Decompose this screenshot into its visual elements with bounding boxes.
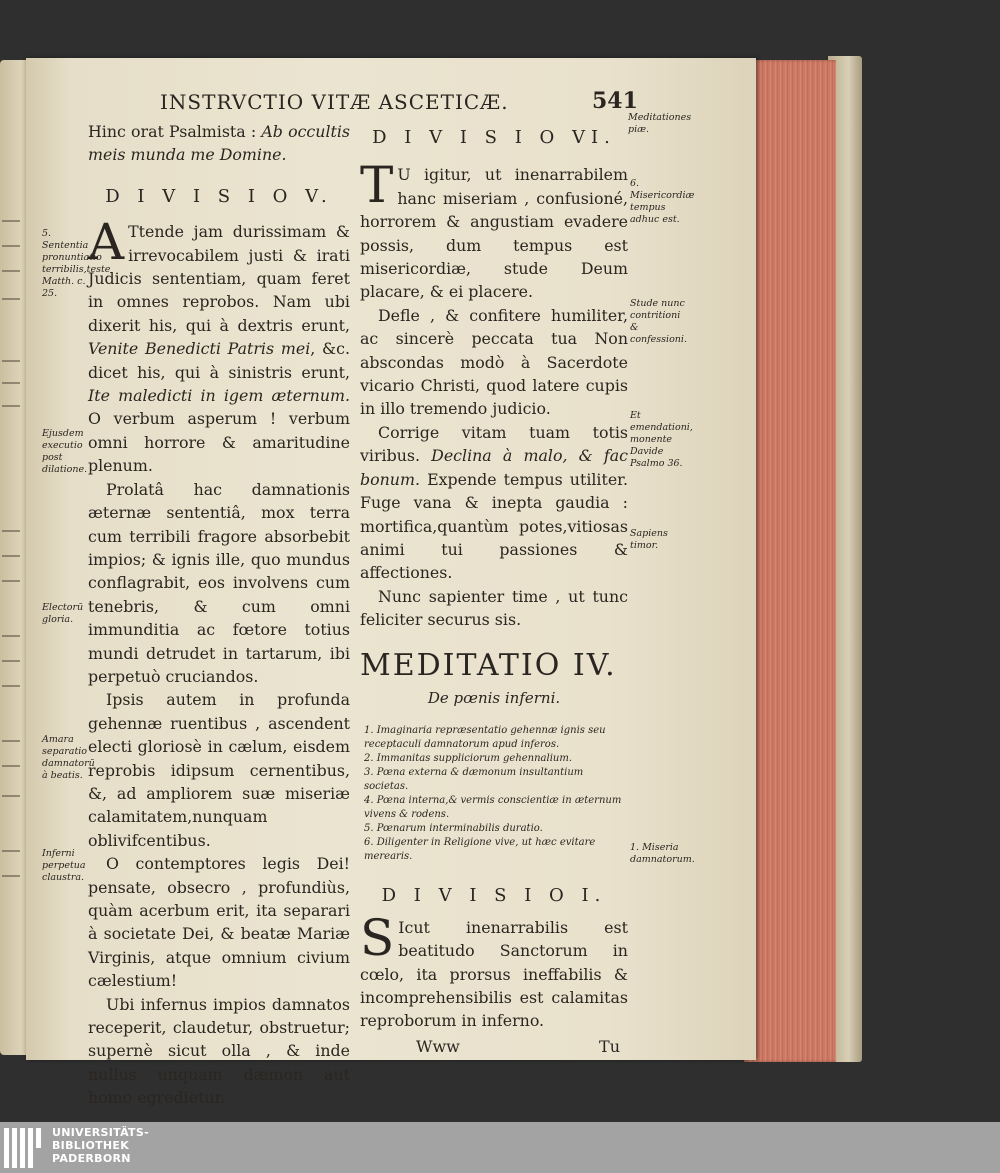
meditatio-contents	[360, 724, 628, 864]
paragraph-8: Corrige vitam tuam totis viribus. Declina à malo, & fac bonum. Expende tempus utiliter. Fuge vana & inepta gaudia : mortifica,quantùm potes,vitiosas animi tui passiones & affectiones.	[360, 422, 629, 583]
paragraph-5: Ubi infernus impios damnatos receperit, claudetur, obstruetur; supernè sicut olla , & inde nullus unquam dæmon aut homo egredietur.	[88, 994, 350, 1108]
contents-item: 2. Immanitas suppliciorum gehennalium.	[364, 753, 573, 765]
margin-note-right-5: Sapiens timor.	[630, 528, 668, 551]
margin-note-left-4: Amara separatio damnatorū à beatis.	[42, 734, 95, 781]
signature-mark: Www	[416, 1036, 460, 1056]
margin-note-left-2: Ejusdem executio post dilatione.	[42, 428, 88, 475]
contents-item: 4. Pœna interna,& vermis conscientiæ in æternum vivens & rodens.	[364, 795, 622, 821]
margin-note-right-2: 6. Misericordiæ tempus adhuc est.	[630, 178, 695, 225]
catchword: Tu	[599, 1036, 620, 1056]
intro-text: Hinc orat Psalmista :	[88, 122, 257, 141]
margin-note-left-1: 5. Sententia pronuntiatio terribilis,teste Matth. c. 25.	[42, 228, 111, 299]
paragraph-9: Nunc sapienter time , ut tunc feliciter securus sis.	[360, 586, 628, 630]
drop-cap-t: T	[360, 156, 394, 215]
margin-note-right-3: Stude nunc contritioni & confessioni.	[630, 298, 687, 345]
meditatio-subtitle: De pœnis inferni.	[427, 688, 561, 707]
contents-item: 6. Diligenter in Religione vive, ut hæc evitare merearis.	[364, 837, 596, 863]
division-vi-heading: D I V I S I O VI.	[372, 127, 616, 148]
meditatio-title: MEDITATIO IV.	[360, 647, 617, 683]
contents-item: 5. Pœnarum interminabilis duratio.	[364, 823, 543, 835]
paragraph-2: Prolatâ hac damnationis æternæ sententiâ, mox terra cum terribili fragore absorbebit impios; & ignis ille, quo mundus conflagrabit, eos involvens cum tenebris, & cum omni immunditia ac fœtore totius mundi detrudet in tartarum, ibi perpetuò cruciandos.	[88, 479, 350, 686]
margin-note-right-6: 1. Miseria damnatorum.	[630, 842, 695, 865]
margin-note-right-4: Et emendationi, monente Davide Psalmo 36.	[630, 410, 693, 469]
paragraph-1: A Ttende jam durissimam & irrevocabilem justi & irati Judicis sententiam, quam feret in omnes reprobos. Nam ubi dixerit his, qui à dextris erunt, Venite Benedicti Patris mei, &c. dicet his, qui à sinistris erunt, Ite maledicti in igem æternum. O verbum asperum ! verbum omni horrore & amaritudine plenum.	[88, 213, 350, 476]
library-logo-icon	[4, 1128, 44, 1168]
paragraph-6: T U igitur, ut inenarrabilem hanc miseriam , confusioné, horrorem & angustiam evadere possis, dum tempus est misericordiæ, stude Deum placare, & ei placere.	[360, 156, 628, 302]
left-column	[88, 120, 350, 1110]
division-i-heading: D I V I S I O I.	[381, 885, 607, 907]
margin-note-right-1: Meditationes piæ.	[628, 112, 692, 135]
library-footer	[0, 1122, 1000, 1173]
intro-paragraph	[88, 120, 350, 167]
intro-quote-2: meis munda me Domine.	[88, 145, 287, 165]
contents-item: 1. Imaginaria repræsentatio gehennæ ignis seu receptaculi damnatorum apud inferos.	[364, 725, 606, 751]
margin-note-left-3: Electorū gloria.	[42, 602, 84, 625]
drop-cap-s: S	[360, 908, 395, 967]
margin-note-left-5: Inferni perpetua claustra.	[42, 848, 86, 883]
right-column	[360, 120, 628, 1058]
paragraph-3: Ipsis autem in profunda gehennæ ruentibus , ascendent electi gloriosè in cælum, eisdem reprobis idipsum cernentibus, &, ad ampliorem suæ miseriæ calamitatem,nunquam oblivifcentibus.	[88, 690, 350, 850]
page-number: 541	[592, 88, 638, 114]
division-v-heading: D I V I S I O V.	[105, 185, 333, 207]
paragraph-10: S Icut inenarrabilis est beatitudo Sanctorum in cœlo, ita prorsus ineffabilis & incomprehensibilis est calamitas reproborum in inferno.	[360, 908, 628, 1031]
running-header: INSTRVCTIO VITÆ ASCETICÆ.	[160, 90, 509, 114]
catchword-line	[360, 1035, 628, 1058]
paragraph-4: O contemptores legis Dei! pensate, obsecro , profundiùs, quàm acerbum erit, ita separari à societate Dei, & beatæ Mariæ Virginis, atque omnium civium cælestium!	[88, 854, 350, 991]
library-name: UNIVERSITÄTS- BIBLIOTHEK PADERBORN	[52, 1126, 149, 1165]
paragraph-7: Defle , & confitere humiliter, ac sincerè peccata tua Non abscondas modò à Sacerdote vicario Christi, quod latere cupis in illo tremendo judicio.	[360, 305, 628, 419]
intro-quote-1: Ab occultis	[261, 122, 351, 141]
red-page-edges	[744, 60, 836, 1062]
contents-item: 3. Pœna externa & dæmonum insultantium societas.	[364, 767, 584, 793]
drop-cap-a: A	[88, 213, 125, 272]
